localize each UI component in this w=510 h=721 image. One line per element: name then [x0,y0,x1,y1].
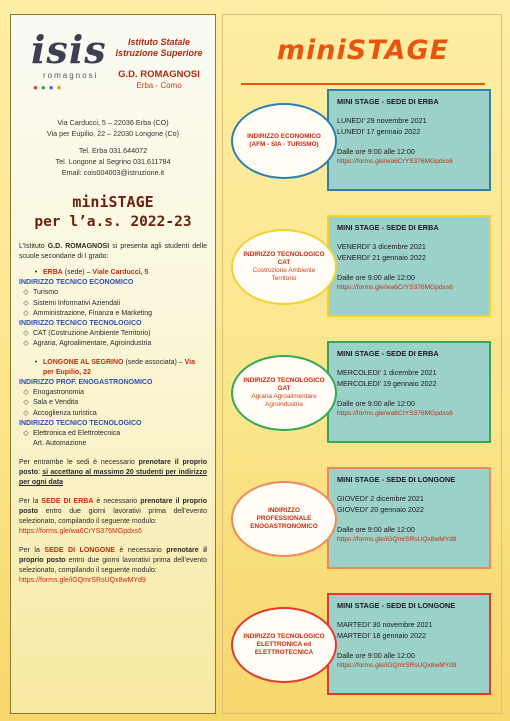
card-title: MINI STAGE - SEDE DI ERBA [337,97,439,106]
track-oval [231,103,337,179]
longone-booking: Per la SEDE DI LONGONE è necessario prenotare il proprio posto entro due giorni lavorativi prima dell’evento selezionato, compilando il seguente modulo: https://forms.gle/iGQmrSRsUQx8wMYd9 [19,547,208,585]
diamond-icon: ◇ [23,340,29,348]
track-name: INDIRIZZO ECONOMICO (AFM - SIA - TURISMO) [247,133,321,148]
school-logo: isis [31,27,107,72]
diamond-icon: ◇ [23,330,29,338]
longone-section: • LONGONE AL SEGRINO (sede associata) – Via per Eupilio, 22 INDIRIZZO PROF. ENOGASTRONOMICO ◇ Enogastronomia ◇ Sala e Vendita ◇ Accoglienza turistica INDIRIZZO TECNICO TECNOLOGICO ◇ Elettronica ed Elettrotecnica Art. Automazione [19,358,207,450]
diamond-icon: ◇ [23,409,29,417]
card-form-link[interactable]: https://forms.gle/wa6CrYS376MGpdxs6 [337,410,453,417]
card-form-link[interactable]: https://forms.gle/iGQmrSRsUQx8wMYd9 [337,662,457,669]
phone-line: Tel. Longone al Segrino 031.611784 [55,157,171,166]
address-line: Via Carducci, 5 – 22036 Erba (CO) [57,118,169,127]
track-oval [231,607,337,683]
card-form-link[interactable]: https://forms.gle/wa6CrYS376MGpdxs6 [337,284,453,291]
diamond-icon: ◇ [23,399,29,407]
card-date: LUNEDI’ 29 novembre 2021 [337,116,427,125]
bullet-icon: • [34,269,38,276]
info-panel [10,14,216,714]
diamond-icon: ◇ [23,299,29,307]
track-name: INDIRIZZO TECNOLOGICO ELETTRONICA ed ELETTROTECNICA [243,633,325,656]
diamond-icon: ◇ [23,289,29,297]
phone-line: Tel. Erba 031.644072 [78,146,148,155]
track-detail: Costruzione Ambiente Territorio [252,267,316,282]
stage-card [327,341,491,443]
diamond-icon: ◇ [23,389,29,397]
card-form-link[interactable]: https://forms.gle/iGQmrSRsUQx8wMYd9 [337,536,457,543]
email-line[interactable]: Email: cois004003@istruzione.it [61,168,165,177]
card-title: MINI STAGE - SEDE DI LONGONE [337,601,456,610]
track-name: INDIRIZZO PROFESSIONALE ENOGASTRONOMICO [250,507,318,530]
card-time: Dalle ore 9:00 alle 12:00 [337,147,415,156]
diamond-icon: ◇ [23,430,29,438]
card-title: MINI STAGE - SEDE DI ERBA [337,349,439,358]
card-date: VENERDI’ 21 gennaio 2022 [337,253,426,262]
address-line: Via per Eupilio, 22 – 22030 Longone (Co) [46,129,180,138]
erba-booking: Per la SEDE DI ERBA è necessario prenotare il proprio posto entro due giorni lavorativi prima dell’evento selezionato, compilando il seguente modulo: https://forms.gle/wa6CrYS376MGpdxs6 [19,498,207,536]
section-heading: INDIRIZZO TECNICO TECNOLOGICO [19,320,142,328]
stage-card [327,89,491,191]
track-oval [231,229,337,305]
section-heading: INDIRIZZO TECNICO TECNOLOGICO [19,419,142,427]
bullet-icon: • [34,358,38,366]
card-title: MINI STAGE - SEDE DI ERBA [337,223,439,232]
page-title: miniSTAGE [223,35,503,66]
card-title: MINI STAGE - SEDE DI LONGONE [337,475,456,484]
logo-subtitle: romagnosi [43,71,99,80]
card-date: MARTEDI’ 18 gennaio 2022 [337,631,427,640]
erba-form-link[interactable]: https://forms.gle/wa6CrYS376MGpdxs6 [19,528,142,536]
card-time: Dalle ore 9:00 alle 12:00 [337,273,415,282]
left-title: miniSTAGE per l’a.s. 2022-23 [34,193,192,230]
track-oval [231,481,337,557]
card-time: Dalle ore 9:00 alle 12:00 [337,651,415,660]
track-name: INDIRIZZO TECNOLOGICO GAT [243,377,325,392]
institute-type: Istituto Statale Istruzione Superiore [115,37,203,58]
card-date: VENERDI’ 3 dicembre 2021 [337,242,426,251]
logo-dots: ●●●● [33,83,65,92]
schedule-panel [222,14,502,714]
booking-note: Per entrambe le sedi è necessario prenotare il proprio posto: si accettano al massimo 20 studenti per indirizzo per ogni data [19,459,208,487]
diamond-icon: ◇ [23,309,29,317]
section-heading: INDIRIZZO TECNICO ECONOMICO [19,279,134,287]
card-date: MARTEDI’ 30 novembre 2021 [337,620,433,629]
track-detail: Agraria Agroalimentare Agroindustria [251,393,317,408]
track-oval [231,355,337,431]
contact-block [19,117,207,178]
card-date: MERCOLEDI’ 1 dicembre 2021 [337,368,437,377]
section-heading: INDIRIZZO PROF. ENOGASTRONOMICO [19,379,153,387]
institute-city: Erba - Como [136,81,182,90]
track-name: INDIRIZZO TECNOLOGICO CAT [243,251,325,266]
erba-section: • ERBA (sede) – Viale Carducci, 5 INDIRIZZO TECNICO ECONOMICO ◇ Turismo ◇ Sistemi Informativi Aziendali ◇ Amministrazione, Finanza e Marketing INDIRIZZO TECNICO TECNOLOGICO ◇ CAT (Costruzione Ambiente Territorio) ◇ Agraria, Agroalimentare, Agroindustria [19,268,207,350]
card-date: MERCOLEDI’ 19 gennaio 2022 [337,379,437,388]
stage-card [327,467,491,569]
card-date: GIOVEDI’ 20 gennaio 2022 [337,505,424,514]
card-form-link[interactable]: https://forms.gle/wa6CrYS376MGpdxs6 [337,158,453,165]
institute-name: G.D. ROMAGNOSI [118,69,200,80]
intro-text: L’Istituto G.D. ROMAGNOSI si presenta agli studenti delle scuole secondarie di I grado: [19,243,207,260]
card-date: GIOVEDI’ 2 dicembre 2021 [337,494,424,503]
card-date: LUNEDI’ 17 gennaio 2022 [337,127,421,136]
stage-card [327,593,491,695]
longone-form-link[interactable]: https://forms.gle/iGQmrSRsUQx8wMYd9 [19,577,146,585]
header [19,23,207,107]
card-time: Dalle ore 9:00 alle 12:00 [337,525,415,534]
stage-card [327,215,491,317]
card-time: Dalle ore 9:00 alle 12:00 [337,399,415,408]
